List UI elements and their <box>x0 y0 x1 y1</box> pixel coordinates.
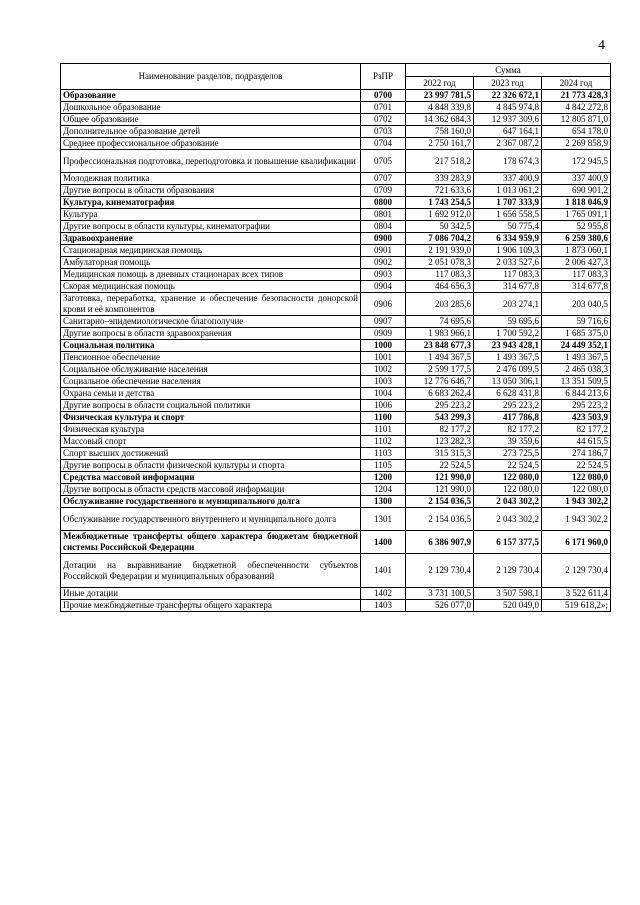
row-code: 0702 <box>361 114 406 126</box>
row-value-2024: 6 259 380,6 <box>542 233 611 245</box>
row-value-2023: 2 043 302,2 <box>474 496 542 508</box>
table-row <box>61 424 611 436</box>
row-value-2022: 2 750 161,7 <box>406 138 474 150</box>
row-value-2024: 6 171 960,0 <box>542 531 611 554</box>
row-name: Дополнительное образование детей <box>61 126 361 138</box>
row-value-2022: 315 315,3 <box>406 448 474 460</box>
row-value-2022: 758 160,0 <box>406 126 474 138</box>
row-value-2024: 1 818 046,9 <box>542 197 611 209</box>
row-value-2024: 59 716,6 <box>542 316 611 328</box>
table-row <box>61 114 611 126</box>
table-row <box>61 400 611 412</box>
row-name: Другие вопросы в области образования <box>61 185 361 197</box>
table-row <box>61 221 611 233</box>
row-value-2023: 647 164,1 <box>474 126 542 138</box>
row-code: 1300 <box>361 496 406 508</box>
row-code: 1103 <box>361 448 406 460</box>
row-name: Скорая медицинская помощь <box>61 281 361 293</box>
header-year-2024: 2024 год <box>542 77 611 90</box>
table-row <box>61 364 611 376</box>
row-code: 0906 <box>361 293 406 316</box>
row-code: 1100 <box>361 412 406 424</box>
table-row <box>61 197 611 209</box>
row-code: 1301 <box>361 508 406 531</box>
row-code: 0707 <box>361 173 406 185</box>
row-value-2024: 3 522 611,4 <box>542 588 611 600</box>
row-code: 0902 <box>361 257 406 269</box>
table-header <box>61 64 611 90</box>
table-row <box>61 269 611 281</box>
row-name: Общее образование <box>61 114 361 126</box>
row-code: 1102 <box>361 436 406 448</box>
table-row <box>61 484 611 496</box>
row-code: 0804 <box>361 221 406 233</box>
row-value-2024: 44 615,5 <box>542 436 611 448</box>
row-value-2024: 1 943 302,2 <box>542 496 611 508</box>
row-name: Образование <box>61 90 361 102</box>
row-value-2024: 203 040,5 <box>542 293 611 316</box>
row-value-2023: 22 524,5 <box>474 460 542 472</box>
row-value-2022: 2 051 078,3 <box>406 257 474 269</box>
row-value-2022: 339 283,9 <box>406 173 474 185</box>
row-name: Здравоохранение <box>61 233 361 245</box>
row-code: 1403 <box>361 600 406 612</box>
row-name: Другие вопросы в области физической культуры и спорта <box>61 460 361 472</box>
row-value-2024: 1 765 091,1 <box>542 209 611 221</box>
table-row <box>61 257 611 269</box>
row-value-2022: 12 776 646,7 <box>406 376 474 388</box>
row-code: 0901 <box>361 245 406 257</box>
row-value-2022: 50 342,5 <box>406 221 474 233</box>
row-value-2023: 122 080,0 <box>474 484 542 496</box>
row-value-2024: 314 677,8 <box>542 281 611 293</box>
row-name: Обслуживание государственного внутреннего и муниципального долга <box>61 508 361 531</box>
row-code: 0900 <box>361 233 406 245</box>
row-value-2023: 295 223,2 <box>474 400 542 412</box>
row-code: 0907 <box>361 316 406 328</box>
row-code: 0700 <box>361 90 406 102</box>
row-value-2024: 21 773 428,3 <box>542 90 611 102</box>
row-name: Санитарно–эпидемиологическое благополучие <box>61 316 361 328</box>
row-value-2023: 3 507 598,1 <box>474 588 542 600</box>
row-value-2023: 178 674,3 <box>474 150 542 173</box>
table-row <box>61 472 611 484</box>
row-value-2024: 82 177,2 <box>542 424 611 436</box>
row-value-2022: 4 848 339,8 <box>406 102 474 114</box>
row-value-2024: 12 805 871,0 <box>542 114 611 126</box>
row-value-2022: 464 656,3 <box>406 281 474 293</box>
row-value-2022: 2 154 036,5 <box>406 496 474 508</box>
header-name: Наименование разделов, подразделов <box>61 64 361 90</box>
row-value-2023: 2 476 099,5 <box>474 364 542 376</box>
row-value-2022: 1 692 912,0 <box>406 209 474 221</box>
table-row <box>61 448 611 460</box>
row-value-2023: 520 049,0 <box>474 600 542 612</box>
row-value-2024: 690 901,2 <box>542 185 611 197</box>
row-value-2024: 1 493 367,5 <box>542 352 611 364</box>
row-value-2023: 337 400,9 <box>474 173 542 185</box>
row-value-2023: 117 083,3 <box>474 269 542 281</box>
row-value-2022: 526 077,0 <box>406 600 474 612</box>
row-value-2022: 2 129 730,4 <box>406 554 474 588</box>
row-value-2024: 274 186,7 <box>542 448 611 460</box>
row-value-2024: 117 083,3 <box>542 269 611 281</box>
row-name: Межбюджетные трансферты общего характера бюджетам бюджетной системы Российской Федерации <box>61 531 361 554</box>
table-row <box>61 328 611 340</box>
row-name: Стационарная медицинская помощь <box>61 245 361 257</box>
row-value-2023: 6 334 959,9 <box>474 233 542 245</box>
row-value-2024: 13 351 509,5 <box>542 376 611 388</box>
row-value-2023: 1 013 061,2 <box>474 185 542 197</box>
row-value-2023: 1 700 592,2 <box>474 328 542 340</box>
row-name: Дошкольное образование <box>61 102 361 114</box>
row-name: Другие вопросы в области здравоохранения <box>61 328 361 340</box>
row-value-2024: 122 080,0 <box>542 472 611 484</box>
row-value-2023: 203 274,1 <box>474 293 542 316</box>
row-code: 1105 <box>361 460 406 472</box>
row-value-2023: 2 367 087,2 <box>474 138 542 150</box>
table-body <box>61 90 611 612</box>
table-row <box>61 173 611 185</box>
header-year-2023: 2023 год <box>474 77 542 90</box>
row-value-2023: 59 695,6 <box>474 316 542 328</box>
row-name: Средства массовой информации <box>61 472 361 484</box>
table-row <box>61 508 611 531</box>
row-value-2023: 273 725,5 <box>474 448 542 460</box>
row-code: 1402 <box>361 588 406 600</box>
row-name: Физическая культура и спорт <box>61 412 361 424</box>
row-code: 1006 <box>361 400 406 412</box>
table-row <box>61 138 611 150</box>
row-value-2023: 2 129 730,4 <box>474 554 542 588</box>
row-value-2024: 423 503,9 <box>542 412 611 424</box>
row-value-2023: 1 493 367,5 <box>474 352 542 364</box>
page-number: 4 <box>598 38 605 53</box>
row-code: 1001 <box>361 352 406 364</box>
row-value-2022: 82 177,2 <box>406 424 474 436</box>
row-code: 0800 <box>361 197 406 209</box>
header-sum: Сумма <box>406 64 611 77</box>
row-value-2023: 13 050 306,1 <box>474 376 542 388</box>
row-value-2022: 217 518,2 <box>406 150 474 173</box>
row-value-2022: 721 633,6 <box>406 185 474 197</box>
row-value-2024: 4 842 272,8 <box>542 102 611 114</box>
row-value-2022: 2 191 939,0 <box>406 245 474 257</box>
table-row <box>61 281 611 293</box>
table-row <box>61 412 611 424</box>
row-value-2023: 50 775,4 <box>474 221 542 233</box>
row-value-2024: 172 945,5 <box>542 150 611 173</box>
table-row <box>61 233 611 245</box>
row-name: Культура, кинематография <box>61 197 361 209</box>
row-value-2023: 39 359,6 <box>474 436 542 448</box>
table-row <box>61 388 611 400</box>
row-name: Молодежная политика <box>61 173 361 185</box>
row-value-2023: 2 033 527,6 <box>474 257 542 269</box>
row-name: Профессиональная подготовка, переподготовка и повышение квалификации <box>61 150 361 173</box>
row-code: 0705 <box>361 150 406 173</box>
table-row <box>61 90 611 102</box>
row-value-2022: 23 997 781,5 <box>406 90 474 102</box>
row-value-2024: 2 269 858,9 <box>542 138 611 150</box>
budget-table <box>60 63 611 612</box>
row-name: Другие вопросы в области культуры, кинематографии <box>61 221 361 233</box>
row-value-2022: 543 299,3 <box>406 412 474 424</box>
row-name: Иные дотации <box>61 588 361 600</box>
row-name: Массовый спорт <box>61 436 361 448</box>
row-value-2023: 314 677,8 <box>474 281 542 293</box>
row-value-2022: 2 599 177,5 <box>406 364 474 376</box>
row-code: 1200 <box>361 472 406 484</box>
row-value-2024: 24 449 352,1 <box>542 340 611 352</box>
row-value-2023: 12 937 309,6 <box>474 114 542 126</box>
row-value-2022: 1 983 966,1 <box>406 328 474 340</box>
row-name: Социальное обслуживание населения <box>61 364 361 376</box>
row-code: 1000 <box>361 340 406 352</box>
row-name: Прочие межбюджетные трансферты общего характера <box>61 600 361 612</box>
row-value-2022: 1 494 367,5 <box>406 352 474 364</box>
row-code: 0709 <box>361 185 406 197</box>
row-name: Амбулаторная помощь <box>61 257 361 269</box>
row-value-2024: 337 400,9 <box>542 173 611 185</box>
row-name: Заготовка, переработка, хранение и обеспечение безопасности донорской крови и её компонентов <box>61 293 361 316</box>
row-name: Социальное обеспечение населения <box>61 376 361 388</box>
row-value-2022: 117 083,3 <box>406 269 474 281</box>
row-value-2023: 4 845 974,8 <box>474 102 542 114</box>
table-row <box>61 209 611 221</box>
row-name: Дотации на выравнивание бюджетной обеспеченности субъектов Российской Федерации и муниципальных образований <box>61 554 361 588</box>
row-value-2022: 3 731 100,5 <box>406 588 474 600</box>
table-row <box>61 150 611 173</box>
table-row <box>61 352 611 364</box>
table-row <box>61 460 611 472</box>
row-value-2022: 295 223,2 <box>406 400 474 412</box>
row-name: Обслуживание государственного и муниципального долга <box>61 496 361 508</box>
row-code: 1003 <box>361 376 406 388</box>
table-row <box>61 126 611 138</box>
table-row <box>61 102 611 114</box>
row-value-2024: 122 080,0 <box>542 484 611 496</box>
row-value-2022: 123 282,3 <box>406 436 474 448</box>
table-row <box>61 531 611 554</box>
row-name: Социальная политика <box>61 340 361 352</box>
row-name: Культура <box>61 209 361 221</box>
row-value-2024: 22 524,5 <box>542 460 611 472</box>
row-value-2023: 417 786,8 <box>474 412 542 424</box>
row-value-2022: 6 386 907,9 <box>406 531 474 554</box>
row-code: 0701 <box>361 102 406 114</box>
row-value-2024: 6 844 213,6 <box>542 388 611 400</box>
table-row <box>61 554 611 588</box>
table-row <box>61 316 611 328</box>
row-value-2024: 2 465 038,3 <box>542 364 611 376</box>
row-value-2024: 1 873 060,1 <box>542 245 611 257</box>
row-value-2022: 1 743 254,5 <box>406 197 474 209</box>
row-value-2023: 122 080,0 <box>474 472 542 484</box>
row-name: Физическая культура <box>61 424 361 436</box>
row-value-2022: 7 086 704,2 <box>406 233 474 245</box>
row-code: 0903 <box>361 269 406 281</box>
row-value-2023: 1 656 558,5 <box>474 209 542 221</box>
row-value-2024: 52 955,8 <box>542 221 611 233</box>
row-code: 0704 <box>361 138 406 150</box>
row-value-2022: 121 990,0 <box>406 472 474 484</box>
table-row <box>61 600 611 612</box>
table-row <box>61 588 611 600</box>
row-code: 1400 <box>361 531 406 554</box>
table-row <box>61 436 611 448</box>
row-code: 1101 <box>361 424 406 436</box>
row-code: 0703 <box>361 126 406 138</box>
row-value-2023: 23 943 428,1 <box>474 340 542 352</box>
row-value-2024: 2 006 427,3 <box>542 257 611 269</box>
row-code: 1401 <box>361 554 406 588</box>
row-value-2022: 23 848 677,3 <box>406 340 474 352</box>
row-value-2024: 1 685 375,0 <box>542 328 611 340</box>
row-code: 1002 <box>361 364 406 376</box>
row-value-2022: 74 695,6 <box>406 316 474 328</box>
row-name: Охрана семьи и детства <box>61 388 361 400</box>
row-code: 1204 <box>361 484 406 496</box>
table-row <box>61 496 611 508</box>
row-code: 0801 <box>361 209 406 221</box>
row-name: Спорт высших достижений <box>61 448 361 460</box>
row-value-2024: 295 223,2 <box>542 400 611 412</box>
row-value-2023: 82 177,2 <box>474 424 542 436</box>
row-name: Медицинская помощь в дневных стационарах всех типов <box>61 269 361 281</box>
table-row <box>61 376 611 388</box>
row-name: Среднее профессиональное образование <box>61 138 361 150</box>
row-code: 0909 <box>361 328 406 340</box>
row-code: 0904 <box>361 281 406 293</box>
table-row <box>61 293 611 316</box>
row-value-2022: 14 362 684,3 <box>406 114 474 126</box>
table-row <box>61 340 611 352</box>
row-value-2024: 519 618,2»; <box>542 600 611 612</box>
row-value-2024: 1 943 302,2 <box>542 508 611 531</box>
row-value-2022: 22 524,5 <box>406 460 474 472</box>
table-row <box>61 245 611 257</box>
row-name: Другие вопросы в области средств массовой информации <box>61 484 361 496</box>
header-code: РзПР <box>361 64 406 90</box>
row-value-2023: 1 707 333,9 <box>474 197 542 209</box>
row-value-2023: 6 157 377,5 <box>474 531 542 554</box>
row-value-2024: 2 129 730,4 <box>542 554 611 588</box>
row-value-2023: 2 043 302,2 <box>474 508 542 531</box>
header-year-2022: 2022 год <box>406 77 474 90</box>
row-value-2022: 6 683 262,4 <box>406 388 474 400</box>
row-value-2022: 2 154 036,5 <box>406 508 474 531</box>
row-value-2023: 6 628 431,8 <box>474 388 542 400</box>
row-value-2024: 654 178,0 <box>542 126 611 138</box>
row-name: Другие вопросы в области социальной политики <box>61 400 361 412</box>
row-code: 1004 <box>361 388 406 400</box>
row-value-2022: 121 990,0 <box>406 484 474 496</box>
row-name: Пенсионное обеспечение <box>61 352 361 364</box>
row-value-2022: 203 285,6 <box>406 293 474 316</box>
row-value-2023: 22 326 672,1 <box>474 90 542 102</box>
row-value-2023: 1 906 109,3 <box>474 245 542 257</box>
table-row <box>61 185 611 197</box>
